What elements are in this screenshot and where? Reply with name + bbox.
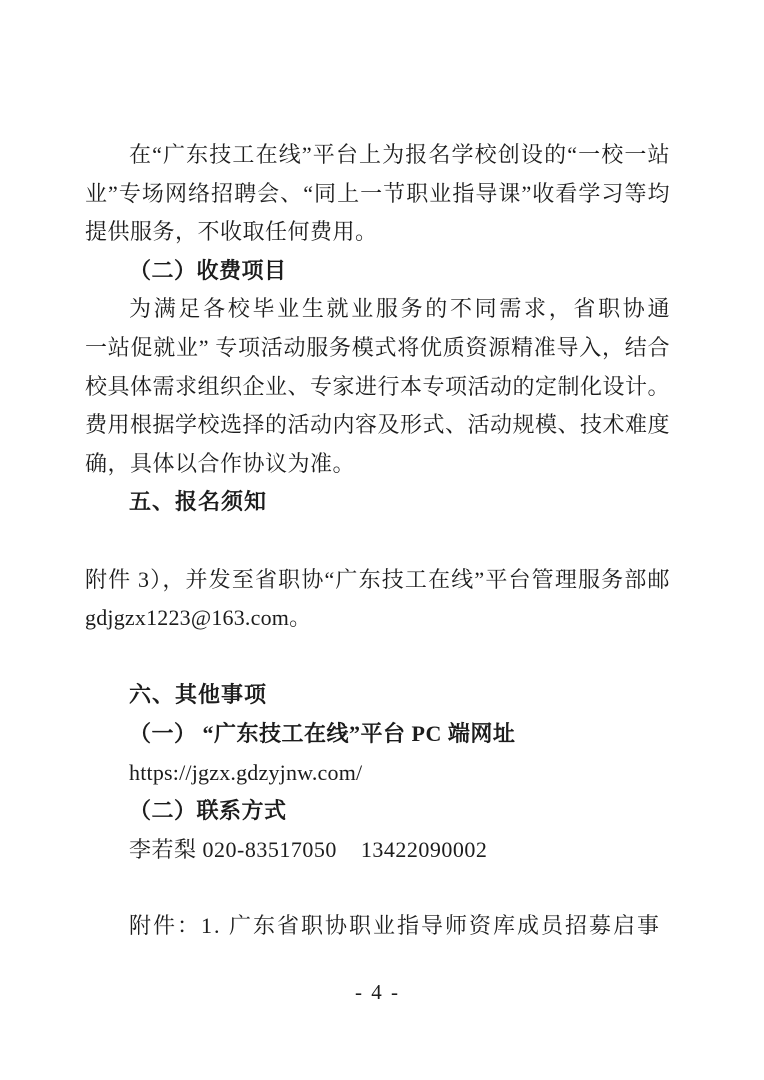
pc-url-text: https://jgzx.gdzyjnw.com/ <box>129 759 363 785</box>
signup-deadline-line <box>85 638 670 677</box>
para-fee-line-4: 费用根据学校选择的活动内容及形式、活动规模、技术难度 <box>85 412 670 438</box>
document-body <box>85 136 670 1007</box>
heading-contact-info: （二）联系方式 <box>129 798 287 824</box>
contact-line: 李若梨 020-83517050 13422090002 <box>129 836 488 862</box>
para-fee-line-1: 为满足各校毕业生就业服务的不同需求，省职协通 <box>129 296 670 322</box>
heading-other-matters: 六、其他事项 <box>129 682 268 708</box>
page-number: - 4 - <box>355 979 400 1004</box>
heading-fee-items: （二）收费项目 <box>129 257 287 283</box>
para-free-services-line-3: 提供服务，不收取任何费用。 <box>85 219 378 245</box>
heading-pc-url: （一） “广东技工在线”平台 PC 端网址 <box>129 720 516 746</box>
para-free-services-line-2: 业”专场网络招聘会、“同上一节职业指导课”收看学习等均 <box>85 180 670 206</box>
para-fee-line-5: 确，具体以合作协议为准。 <box>85 450 356 476</box>
para-free-services-line-1: 在“广东技工在线”平台上为报名学校创设的“一校一站 <box>129 142 670 167</box>
para-signup-line-1 <box>85 522 670 561</box>
signup-email-text: gdjgzx1223@163.com。 <box>85 605 312 631</box>
para-fee-line-3: 校具体需求组织企业、专家进行本专项活动的定制化设计。 <box>85 373 670 399</box>
attachment-line: 附件：1. 广东省职协职业指导师资库成员招募启事 <box>129 913 662 939</box>
para-fee-line-2: 一站促就业” 专项活动服务模式将优质资源精准导入，结合 <box>85 334 670 360</box>
heading-signup-notice: 五、报名须知 <box>129 489 268 515</box>
para-signup-line-2: 附件 3），并发至省职协“广东技工在线”平台管理服务部邮 <box>85 566 670 592</box>
